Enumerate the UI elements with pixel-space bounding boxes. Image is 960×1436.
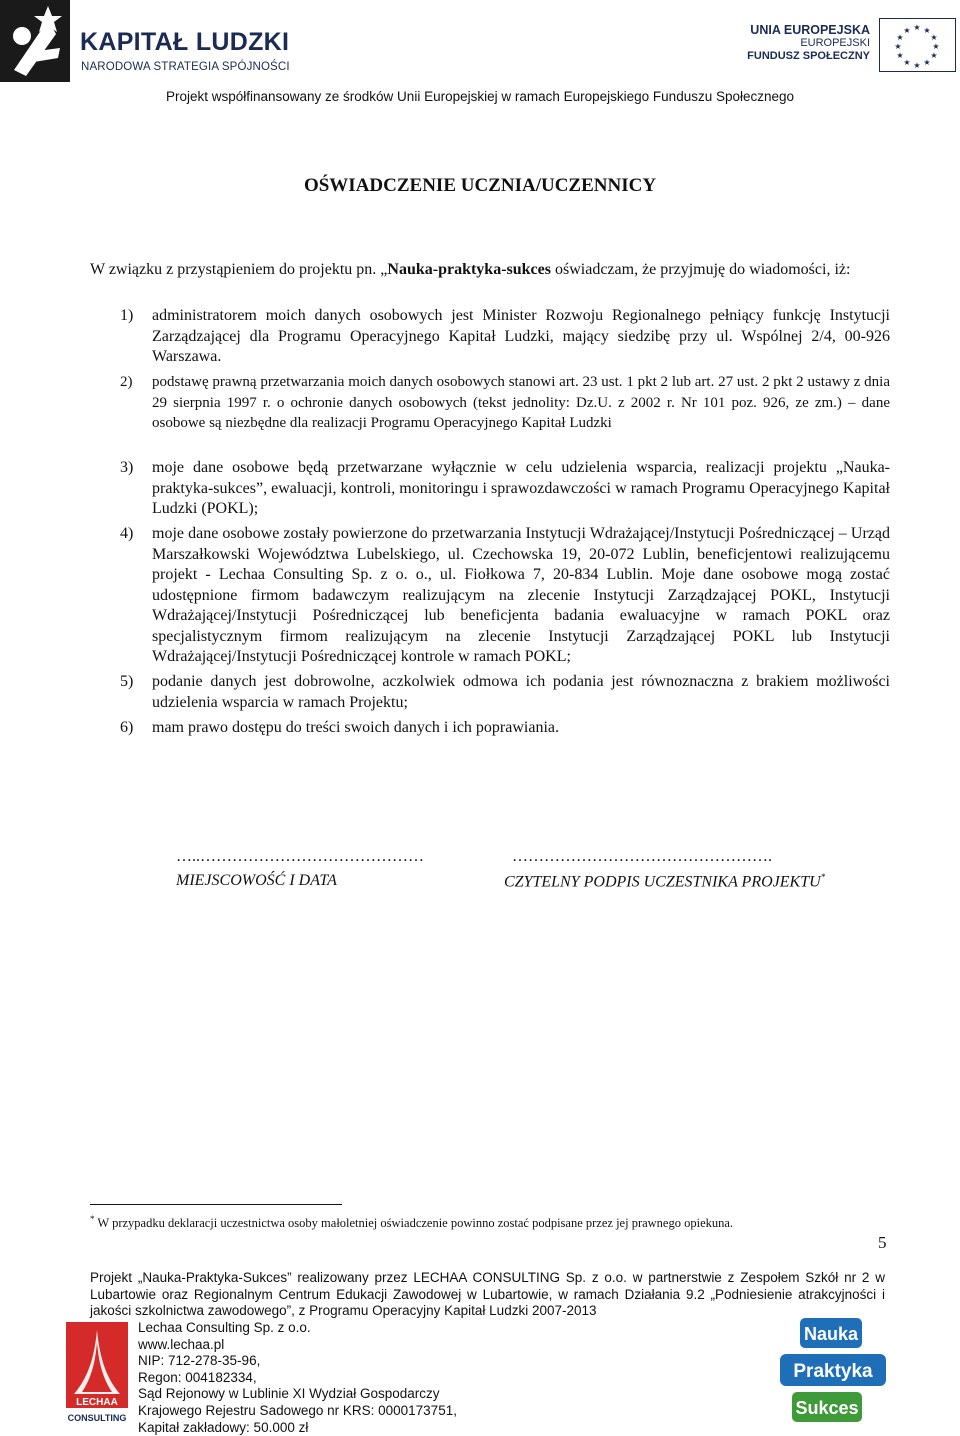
- item-text: moje dane osobowe zostały powierzone do przetwarzania Instytucji Wdrażającej/Instytucji Pośredniczącej – Urząd Marszałkowski Województwa Lubelskiego, ul. Czechowska 19, 20-072 Lublin, beneficjentowi realizującemu projekt - Lechaa Consulting Sp. z o. o., ul. Fiołkowa 7, 20-834 Lublin. Moje dane osobowe mogą zostać udostępnione firmom badawczym realizującym na zlecenie Instytucji Zarządzającej POKL, Instytucji Wdrażającej/Instytucji Pośredniczącej lub beneficjenta badania ewaluacyjne w ramach POKL oraz specjalistycznym firmom realizującym na zlecenie Instytucji Zarządzającej POKL lub Instytucji Wdrażającej/Instytucji Pośredniczącej kontrole w ramach POKL;: [152, 525, 890, 665]
- list-item: [120, 306, 890, 368]
- place-date-line: …..……………………………………: [176, 848, 424, 865]
- list-item: [120, 458, 890, 520]
- item-number: 3): [120, 459, 134, 476]
- svg-text:★: ★: [923, 58, 931, 67]
- svg-text:★: ★: [903, 58, 911, 67]
- list-item: [120, 524, 890, 668]
- contact-court: Sąd Rejonowy w Lublinie XI Wydział Gospodarczy: [138, 1386, 440, 1402]
- svg-text:★: ★: [913, 61, 921, 70]
- eu-logo-text: [747, 24, 870, 63]
- item-number: 6): [120, 719, 134, 736]
- project-name: Nauka-praktyka-sukces: [387, 261, 551, 278]
- nauka-praktyka-sukces-logo: [778, 1316, 890, 1424]
- intro-before: W związku z przystąpieniem do projektu pn. „: [90, 261, 388, 278]
- lechaa-logo-word: LECHAA: [76, 1397, 118, 1408]
- eu-line-3: FUNDUSZ SPOŁECZNY: [747, 50, 870, 62]
- item-number: 2): [120, 374, 133, 390]
- kapital-ludzki-title: KAPITAŁ LUDZKI: [80, 28, 290, 56]
- footer-project-info: Projekt „Nauka-Praktyka-Sukces” realizowany przez LECHAA CONSULTING Sp. z o.o. w partnerstwie z Zespołem Szkół nr 2 w Lubartowie oraz Regionalnym Centrum Edukacji Zawodowej w Lubartowie, w ramach Działania 9.2 „Podniesienie atrakcyjności i jakości szkolnictwa zawodowego”, z Programu Operacyjny Kapitał Ludzki 2007-2013: [90, 1270, 885, 1318]
- contact-capital: Kapitał zakładowy: 50.000 zł: [138, 1419, 309, 1435]
- lechaa-consulting-logo: [64, 1322, 130, 1424]
- footnote-divider: [90, 1204, 342, 1205]
- item-text: mam prawo dostępu do treści swoich danych i ich poprawiania.: [152, 719, 559, 736]
- svg-text:★: ★: [896, 51, 904, 60]
- svg-text:★: ★: [894, 42, 902, 51]
- svg-text:★: ★: [923, 26, 931, 35]
- document-title: OŚWIADCZENIE UCZNIA/UCZENNICY: [303, 175, 657, 196]
- cofinancing-note: Projekt współfinansowany ze środków Unii Europejskiej w ramach Europejskiego Funduszu Społecznego: [165, 89, 795, 104]
- contact-regon: Regon: 004182334,: [138, 1369, 257, 1385]
- item-number: 1): [120, 307, 134, 324]
- signature-label-text: CZYTELNY PODPIS UCZESTNIKA PROJEKTU: [504, 873, 821, 891]
- contact-website[interactable]: www.lechaa.pl: [138, 1336, 225, 1352]
- svg-text:★: ★: [930, 51, 938, 60]
- kapital-ludzki-subtitle: NARODOWA STRATEGIA SPÓJNOŚCI: [81, 61, 290, 73]
- svg-text:★: ★: [903, 26, 911, 35]
- npk-word-praktyka: Praktyka: [793, 1361, 873, 1382]
- eu-line-2: EUROPEJSKI: [800, 37, 870, 49]
- contact-nip: NIP: 712-278-35-96,: [138, 1353, 261, 1369]
- page-number: 5: [878, 1233, 887, 1252]
- lechaa-logo-sub: CONSULTING: [67, 1413, 127, 1423]
- contact-krs: Krajowego Rejestru Sadowego nr KRS: 0000173751,: [138, 1402, 457, 1418]
- svg-text:★: ★: [930, 33, 938, 42]
- footnote: [90, 1214, 733, 1231]
- item-text: moje dane osobowe będą przetwarzane wyłącznie w celu udzielenia wsparcia, realizacji projektu „Nauka-praktyka-sukces”, ewaluacji, kontroli, monitoringu i sprawozdawczości w ramach Programu Operacyjnego Kapitał Ludzki (POKL);: [152, 459, 890, 517]
- intro-paragraph: [90, 260, 890, 280]
- eu-flag-icon: [879, 18, 956, 72]
- signature-label: [504, 872, 825, 891]
- svg-text:★: ★: [913, 23, 921, 32]
- eu-line-1: UNIA EUROPEJSKA: [750, 23, 870, 37]
- npk-word-sukces: Sukces: [795, 1398, 859, 1418]
- item-number: 5): [120, 673, 134, 690]
- npk-word-nauka: Nauka: [803, 1324, 859, 1344]
- kapital-ludzki-badge: [0, 0, 70, 82]
- contact-company: Lechaa Consulting Sp. z o.o.: [138, 1320, 311, 1335]
- intro-after: oświadczam, że przyjmuję do wiadomości, iż:: [550, 261, 851, 278]
- signature-footnote-mark: *: [820, 872, 826, 882]
- place-date-label: MIEJSCOWOŚĆ I DATA: [176, 872, 337, 889]
- item-text: podanie danych jest dobrowolne, aczkolwiek odmowa ich podania jest równoznaczna z brakiem możliwości udzielenia wsparcia w ramach Projektu;: [152, 673, 890, 711]
- list-item: [120, 718, 890, 739]
- list-item: [120, 672, 890, 713]
- footnote-mark: *: [90, 1214, 95, 1224]
- item-text: administratorem moich danych osobowych jest Minister Rozwoju Regionalnego pełniący funkcję Instytucji Zarządzającej dla Programu Operacyjnego Kapitał Ludzki, mający siedzibę przy ul. Wspólnej 2/4, 00-926 Warszawa.: [152, 307, 890, 365]
- item-text: podstawę prawną przetwarzania moich danych osobowych stanowi art. 23 ust. 1 pkt 2 lub art. 27 ust. 2 pkt 2 ustawy z dnia 29 sierpnia 1997 r. o ochronie danych osobowych (tekst jednolity: Dz.U. z 2002 r. Nr 101 poz. 926, ze zm.) – dane osobowe są niezbędne dla realizacji Programu Operacyjnego Kapitał Ludzki: [152, 374, 890, 431]
- item-number: 4): [120, 525, 134, 542]
- signature-line: ………………………………………….: [512, 848, 772, 865]
- list-item: [120, 372, 890, 434]
- contact-block: [138, 1320, 457, 1436]
- svg-text:★: ★: [932, 42, 940, 51]
- svg-text:★: ★: [896, 33, 904, 42]
- footnote-text: W przypadku deklaracji uczestnictwa osoby małoletniej oświadczenie powinno zostać podpisane przez jej prawnego opiekuna.: [94, 1216, 734, 1231]
